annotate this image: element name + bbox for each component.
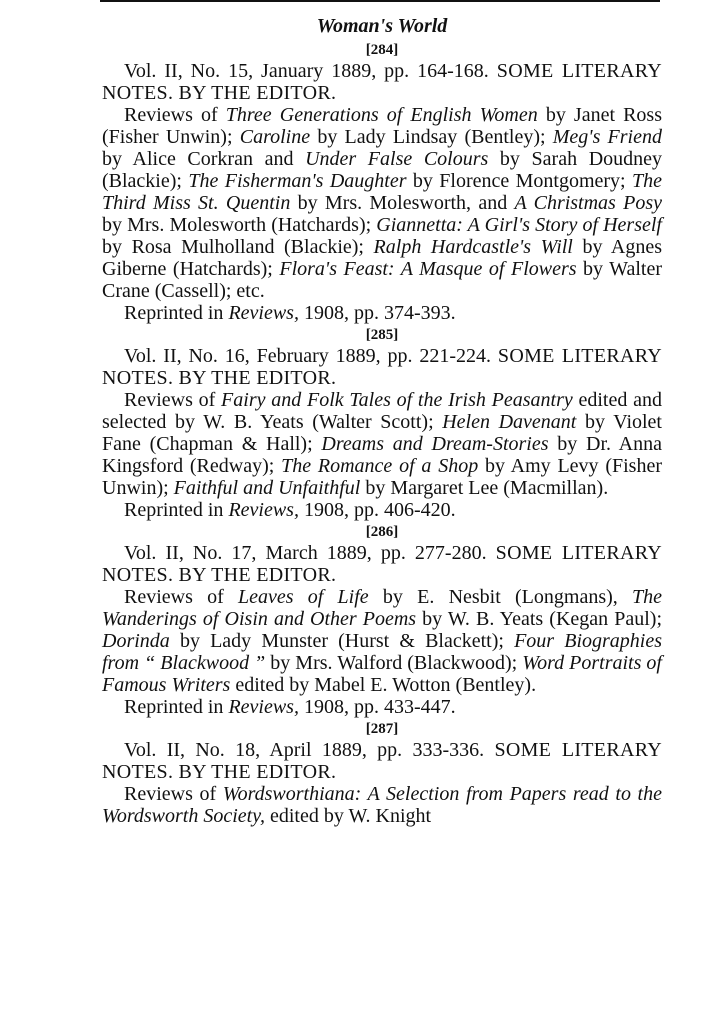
entry-heading — [102, 60, 662, 104]
bibliography-entry — [102, 325, 662, 521]
italic-title: Caroline — [239, 126, 311, 148]
entry-reviews — [102, 104, 662, 302]
italic-title: Giannetta: A Girl's Story of Herself — [376, 214, 662, 236]
text-run: 1908, pp. 374-393. — [298, 302, 456, 324]
top-rule — [100, 0, 660, 2]
entries-list — [102, 40, 662, 827]
bibliography-entry — [102, 522, 662, 718]
text-run: Reviews of — [124, 389, 222, 411]
text-run: by Sarah Doudney (Blackie); — [102, 148, 663, 192]
running-head: Woman's World — [316, 15, 448, 37]
italic-title: Flora's Feast: A Masque of Flowers — [279, 258, 577, 280]
text-run: Reviews of — [124, 104, 226, 126]
text-run: by Mrs. Molesworth, and — [290, 192, 515, 214]
entry-section-title: SOME LITERARY NOTES. BY THE EDITOR. — [102, 60, 662, 104]
italic-title: Under False Colours — [305, 148, 489, 170]
text-run: by Lady Munster (Hurst & Blackett); — [169, 630, 515, 652]
italic-title: Four Biographies from “ Blackwood ” — [102, 630, 662, 674]
text-run: Reviews of — [124, 783, 223, 805]
italic-title: The Wanderings of Oisin and Other Poems — [102, 586, 662, 630]
italic-title: Ralph Hardcastle's Will — [373, 236, 573, 258]
text-run: edited by W. Knight — [264, 805, 432, 827]
text-run: 1908, pp. 406-420. — [298, 499, 456, 521]
italic-title: The Fisherman's Daughter — [188, 170, 407, 192]
italic-title: Wordsworthiana: A Selection from Papers read to the Wordsworth Society, — [102, 783, 662, 827]
bibliography-entry — [102, 719, 662, 827]
italic-title: Dreams and Dream-Stories — [321, 433, 549, 455]
text-run: by Janet Ross (Fisher Unwin); — [102, 104, 662, 148]
italic-title: A Christmas Posy — [514, 192, 662, 214]
entry-citation: Vol. II, No. 15, January 1889, pp. 164-168. — [124, 60, 489, 82]
italic-title: The Romance of a Shop — [281, 455, 479, 477]
italic-title: Faithful and Unfaithful — [173, 477, 361, 499]
italic-title: Reviews, — [228, 696, 299, 718]
text-run: Reprinted in — [124, 499, 229, 521]
text-run: by W. B. Yeats (Kegan Paul); — [416, 608, 662, 630]
entry-number: [286] — [365, 524, 399, 540]
entry-citation: Vol. II, No. 18, April 1889, pp. 333-336. — [124, 739, 485, 761]
italic-title: Reviews, — [228, 302, 299, 324]
text-run: edited and selected by W. B. Yeats (Walter Scott); — [102, 389, 662, 433]
bibliography-entry — [102, 40, 662, 324]
text-run: edited by Mabel E. Wotton (Bentley). — [230, 674, 537, 696]
entry-reprint — [102, 302, 662, 324]
italic-title: Three Generations of English Women — [225, 104, 538, 126]
text-run: by Walter Crane (Cassell); etc. — [102, 258, 662, 302]
text-run: by Violet Fane (Chapman & Hall); — [102, 411, 662, 455]
entry-number: [285] — [365, 327, 399, 343]
entry-heading — [102, 739, 662, 783]
italic-title: Leaves of Life — [238, 586, 369, 608]
entry-section-title: SOME LITERARY NOTES. BY THE EDITOR. — [102, 739, 662, 783]
text-run: by Mrs. Molesworth (Hatchards); — [102, 214, 377, 236]
italic-title: Word Portraits of Famous Writers — [102, 652, 662, 696]
text-run: by Agnes Giberne (Hatchards); — [102, 236, 662, 280]
entry-reviews — [102, 586, 662, 696]
entry-number: [287] — [365, 721, 399, 737]
entry-section-title: SOME LITERARY NOTES. BY THE EDITOR. — [102, 542, 662, 586]
text-run: by Rosa Mulholland (Blackie); — [102, 236, 374, 258]
entry-heading — [102, 345, 662, 389]
text-run: Reprinted in — [124, 696, 229, 718]
text-run: by Amy Levy (Fisher Unwin); — [102, 455, 662, 499]
text-run: by Dr. Anna Kingsford (Redway); — [102, 433, 663, 477]
text-run: Reviews of — [124, 586, 238, 608]
italic-title: Meg's Friend — [552, 126, 662, 148]
entry-reprint — [102, 499, 662, 521]
entry-citation: Vol. II, No. 16, February 1889, pp. 221-224. — [124, 345, 492, 367]
italic-title: The Third Miss St. Quentin — [102, 170, 662, 214]
italic-title: Helen Davenant — [442, 411, 577, 433]
italic-title: Fairy and Folk Tales of the Irish Peasantry — [221, 389, 573, 411]
entry-reprint — [102, 696, 662, 718]
entry-reviews — [102, 783, 662, 827]
text-column — [102, 14, 662, 827]
text-run: by Mrs. Walford (Blackwood); — [265, 652, 523, 674]
text-run: by Lady Lindsay (Bentley); — [310, 126, 553, 148]
text-run: by Margaret Lee (Macmillan). — [360, 477, 609, 499]
italic-title: Reviews, — [228, 499, 299, 521]
text-run: 1908, pp. 433-447. — [298, 696, 456, 718]
entry-section-title: SOME LITERARY NOTES. BY THE EDITOR. — [102, 345, 663, 389]
text-run: Reprinted in — [124, 302, 229, 324]
text-run: by Alice Corkran and — [102, 148, 306, 170]
italic-title: Dorinda — [102, 630, 170, 652]
text-run: by Florence Montgomery; — [406, 170, 632, 192]
text-run: by E. Nesbit (Longmans), — [368, 586, 632, 608]
entry-heading — [102, 542, 662, 586]
entry-number: [284] — [365, 42, 399, 58]
entry-citation: Vol. II, No. 17, March 1889, pp. 277-280. — [124, 542, 487, 564]
entry-reviews — [102, 389, 662, 499]
